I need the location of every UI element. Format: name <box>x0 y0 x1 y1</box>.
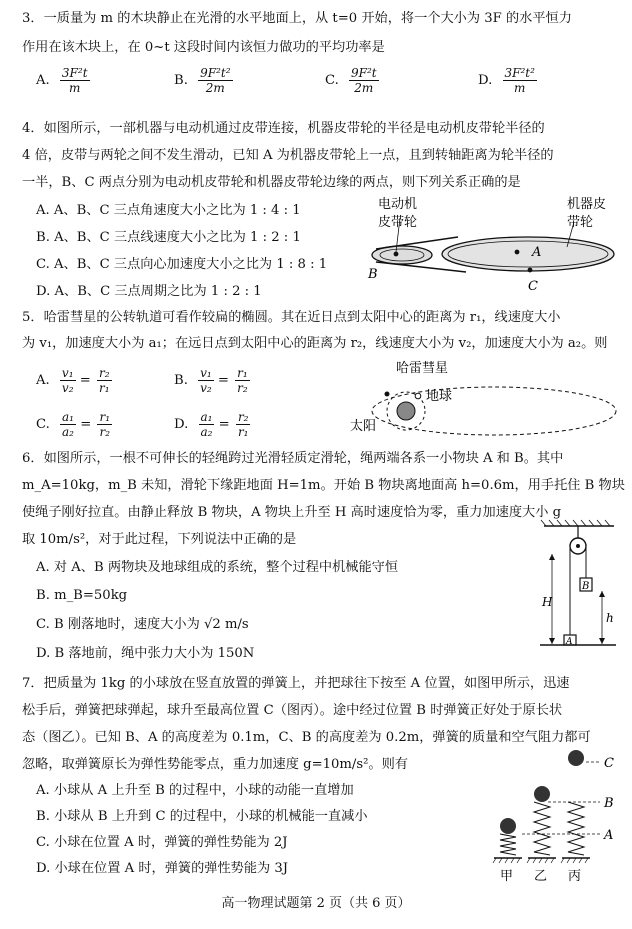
q4-stem-line3: 一半，B、C 两点分别为电动机皮带轮和机器皮带轮边缘的两点，则下列关系正确的是 <box>22 175 521 190</box>
q3-option-c: C. $\frac{\text{9F²t}}{2m}$ <box>325 66 377 95</box>
spring-yi <box>534 802 550 855</box>
label-a: A <box>532 245 542 260</box>
machine-pulley <box>442 237 614 271</box>
label-motor-1: 电动机 <box>378 197 418 212</box>
point-b-dot <box>394 252 399 257</box>
label-jia: 甲 <box>500 869 514 884</box>
q6-stem-line2: m_A=10kg，m_B 未知，滑轮下缘距地面 H=1m。开始 B 物块离地面高 h=0.6m，用手托住 B 物块 <box>22 478 625 493</box>
q3-stem-line1: 3．一质量为 m 的木块静止在光滑的水平地面上，从 t=0 开始，将一个大小为 3F 的水平恒力 <box>22 11 572 26</box>
pulley-diagram <box>536 518 620 650</box>
label-motor-2: 皮带轮 <box>378 215 418 230</box>
figure-jia <box>493 818 522 863</box>
label-B: B <box>582 581 590 592</box>
page-footer: 高一物理试题第 2 页（共 6 页） <box>221 896 411 911</box>
q6-option-d: D. B 落地前，绳中张力大小为 150N <box>36 646 255 661</box>
point-c-dot <box>528 268 533 273</box>
q4-option-c: C. A、B、C 三点向心加速度大小之比为 1 : 8 : 1 <box>36 257 328 272</box>
label-yi: 乙 <box>534 869 548 884</box>
spring-bing <box>568 802 584 855</box>
q3-stem-line2: 作用在该木块上，在 0~t 这段时间内该恒力做功的平均功率是 <box>22 40 385 55</box>
q5-option-a: A. $\frac{\text{v₁}}{\text{v₂}}$ = $\frac{\text{r₂}}{\text{r₁}}$ <box>36 366 110 395</box>
q7-stem-line1: 7．把质量为 1kg 的小球放在竖直放置的弹簧上，并把球往下按至 A 位置，如图甲所示，迅速 <box>22 676 570 691</box>
q3-option-d: D. $\frac{\text{3F²t²}}{m}$ <box>478 66 535 95</box>
q6-stem-line3: 使绳子刚好拉直。由静止释放 B 物块，A 物块上升至 H 高时速度恰为零，重力加速度大小 g <box>22 505 562 520</box>
label-earth: 地球 <box>426 389 453 404</box>
q7-stem-line3: 态（图乙）。已知 B、A 的高度差为 0.1m，C、B 的高度差为 0.2m，弹簧的质量和空气阻力都可 <box>22 730 591 745</box>
label-A: A <box>566 637 573 647</box>
q3-option-a: A. $\frac{\text{3F²t}}{m}$ <box>36 66 88 95</box>
earth-icon <box>415 393 421 399</box>
q4-option-d: D. A、B、C 三点周期之比为 1 : 2 : 1 <box>36 284 262 299</box>
q4-option-a: A. A、B、C 三点角速度大小之比为 1 : 4 : 1 <box>36 203 301 218</box>
q4-stem-line1: 4．如图所示，一部机器与电动机通过皮带连接，机器皮带轮的半径是电动机皮带轮半径的 <box>22 121 545 136</box>
q4-stem-line2: 4 倍，皮带与两轮之间不发生滑动，已知 A 为机器皮带轮上一点，且到转轴距离为轮半径的 <box>22 148 554 163</box>
q6-option-c: C. B 刚落地时，速度大小为 √2 m/s <box>36 617 249 632</box>
sun-icon <box>397 402 415 420</box>
ball-yi <box>534 786 550 802</box>
point-a-dot <box>515 250 520 255</box>
q3-option-b: B. $\frac{\text{9F²t²}}{2m}$ <box>174 66 231 95</box>
q6-option-a: A. 对 A、B 两物块及地球组成的系统，整个过程中机械能守恒 <box>36 560 399 575</box>
q7-option-c: C. 小球在位置 A 时，弹簧的弹性势能为 2J <box>36 835 288 850</box>
comet-icon <box>385 392 390 397</box>
label-b: B <box>368 267 378 282</box>
q7-option-a: A. 小球从 A 上升至 B 的过程中，小球的动能一直增加 <box>36 783 354 798</box>
q7-stem-line4: 忽略，取弹簧原长为弹性势能零点，重力加速度 g=10m/s²。则有 <box>22 757 408 772</box>
figure-yi <box>527 786 556 863</box>
spring-jia <box>500 834 516 855</box>
q5-stem-line2: 为 v₁，加速度大小为 a₁；在远日点到太阳中心的距离为 r₂，线速度大小为 v₂，加速度大小为 a₂。则 <box>22 336 608 351</box>
figure-bing <box>561 750 590 863</box>
q7-option-b: B. 小球从 B 上升到 C 的过程中，小球的机械能一直减小 <box>36 809 368 824</box>
label-a: A <box>604 828 614 843</box>
q5-stem-line1: 5．哈雷彗星的公转轨道可看作较扁的椭圆。其在近日点到太阳中心的距离为 r₁，线速度大小 <box>22 310 561 325</box>
q6-stem-line1: 6．如图所示，一根不可伸长的轻绳跨过光滑轻质定滑轮，绳两端各系一小物块 A 和 B。其中 <box>22 451 564 466</box>
belt-pulley-diagram <box>362 192 620 294</box>
label-machine-2: 带轮 <box>567 215 594 230</box>
q7-stem-line2: 松手后，弹簧把球弹起，球升至最高位置 C（图丙）。途中经过位置 B 时弹簧正好处于原长状 <box>22 703 563 718</box>
q7-option-d: D. 小球在位置 A 时，弹簧的弹性势能为 3J <box>36 861 289 876</box>
label-comet: 哈雷彗星 <box>396 361 449 376</box>
q6-stem-line4: 取 10m/s²，对于此过程，下列说法中正确的是 <box>22 532 297 547</box>
q6-option-b: B. m_B=50kg <box>36 588 128 603</box>
q5-option-d: D. $\frac{\text{a₁}}{\text{a₂}}$ = $\frac{\text{r₂}}{\text{r₁}}$ <box>174 410 249 439</box>
comet-orbit-diagram <box>344 356 622 440</box>
q4-option-b: B. A、B、C 三点线速度大小之比为 1 : 2 : 1 <box>36 230 301 245</box>
label-c: C <box>528 279 538 294</box>
spring-ball-diagram <box>488 744 620 886</box>
label-h: h <box>606 611 614 625</box>
ball-jia <box>500 818 516 834</box>
label-machine-1: 机器皮 <box>567 197 607 212</box>
q5-option-b: B. $\frac{\text{v₁}}{\text{v₂}}$ = $\frac{\text{r₁}}{\text{r₂}}$ <box>174 366 248 395</box>
label-c: C <box>604 756 614 771</box>
label-b: B <box>604 796 614 811</box>
q5-option-c: C. $\frac{\text{a₁}}{\text{a₂}}$ = $\frac{\text{r₁}}{\text{r₂}}$ <box>36 410 110 439</box>
ball-bing <box>568 750 584 766</box>
label-H: H <box>542 595 553 609</box>
label-sun: 太阳 <box>350 419 377 434</box>
label-bing: 丙 <box>568 869 582 884</box>
